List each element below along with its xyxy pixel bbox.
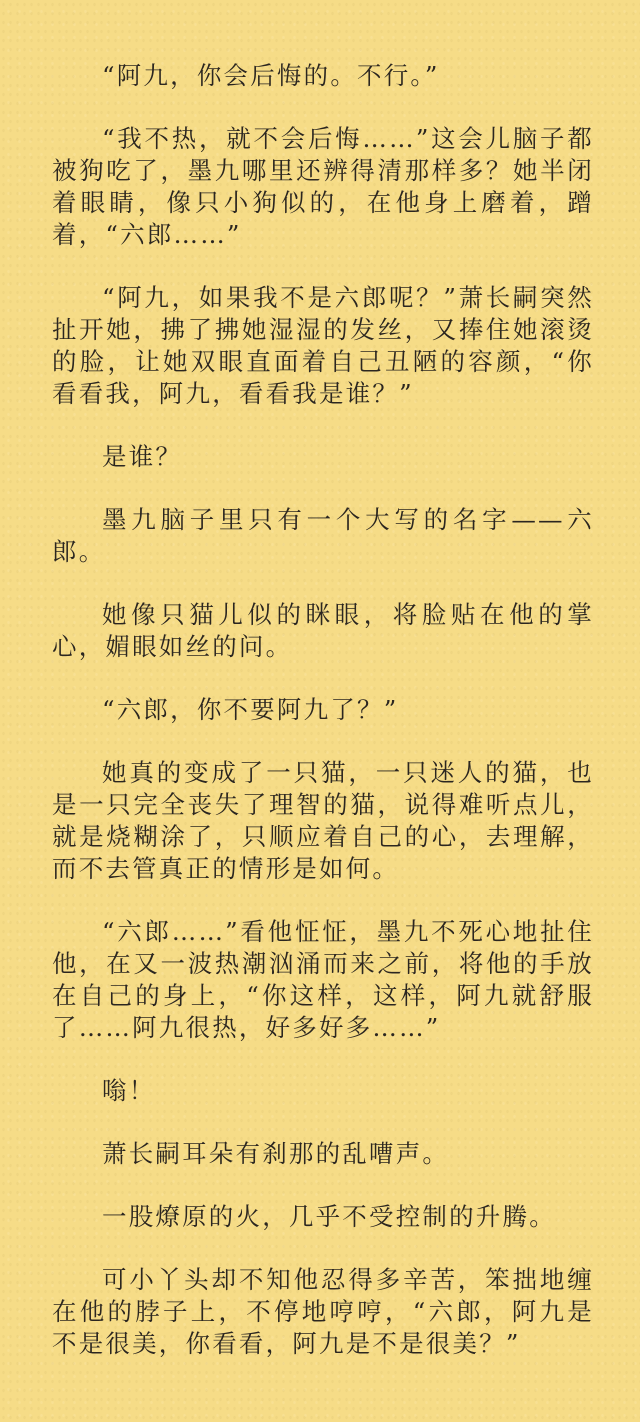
paragraph: 她真的变成了一只猫，一只迷人的猫，也是一只完全丧失了理智的猫，说得难听点儿，就是烧糊涂了，只顺应着自己的心，去理解，而不去管真正的情形是如何。 [52,758,594,883]
paragraph: 是谁？ [102,442,183,471]
paragraph: “我不热，就不会后悔……”这会儿脑子都被狗吃了，墨九哪里还辨得清那样多？她半闭着眼睛，像只小狗似的，在他身上磨着，蹭着，“六郎……” [52,124,594,249]
paragraph: 萧长嗣耳朵有刹那的乱嘈声。 [102,1139,450,1168]
paragraph: “阿九，如果我不是六郎呢？”萧长嗣突然扯开她，拂了拂她湿湿的发丝，又捧住她滚烫的脸，让她双眼直面着自己丑陋的容颜，“你看看我，阿九，看看我是谁？” [52,283,594,408]
paragraph: 可小丫头却不知他忍得多辛苦，笨拙地缠在他的脖子上，不停地哼哼，“六郎，阿九是不是很美，你看看，阿九是不是很美？” [52,1265,594,1358]
paragraph: 墨九脑子里只有一个大写的名字——六郎。 [52,505,594,566]
paragraph: 嗡！ [102,1076,156,1105]
paragraph: “六郎……”看他怔怔，墨九不死心地扯住他，在又一波热潮汹涌而来之前，将他的手放在自己的身上，“你这样，这样，阿九就舒服了……阿九很热，好多好多……” [52,917,594,1042]
paragraph: “六郎，你不要阿九了？” [102,695,399,724]
paragraph: 她像只猫儿似的眯眼，将脸贴在他的掌心，媚眼如丝的问。 [52,600,594,661]
paragraph: 一股燎原的火，几乎不受控制的升腾。 [102,1202,556,1231]
paragraph: “阿九，你会后悔的。不行。” [102,61,440,90]
